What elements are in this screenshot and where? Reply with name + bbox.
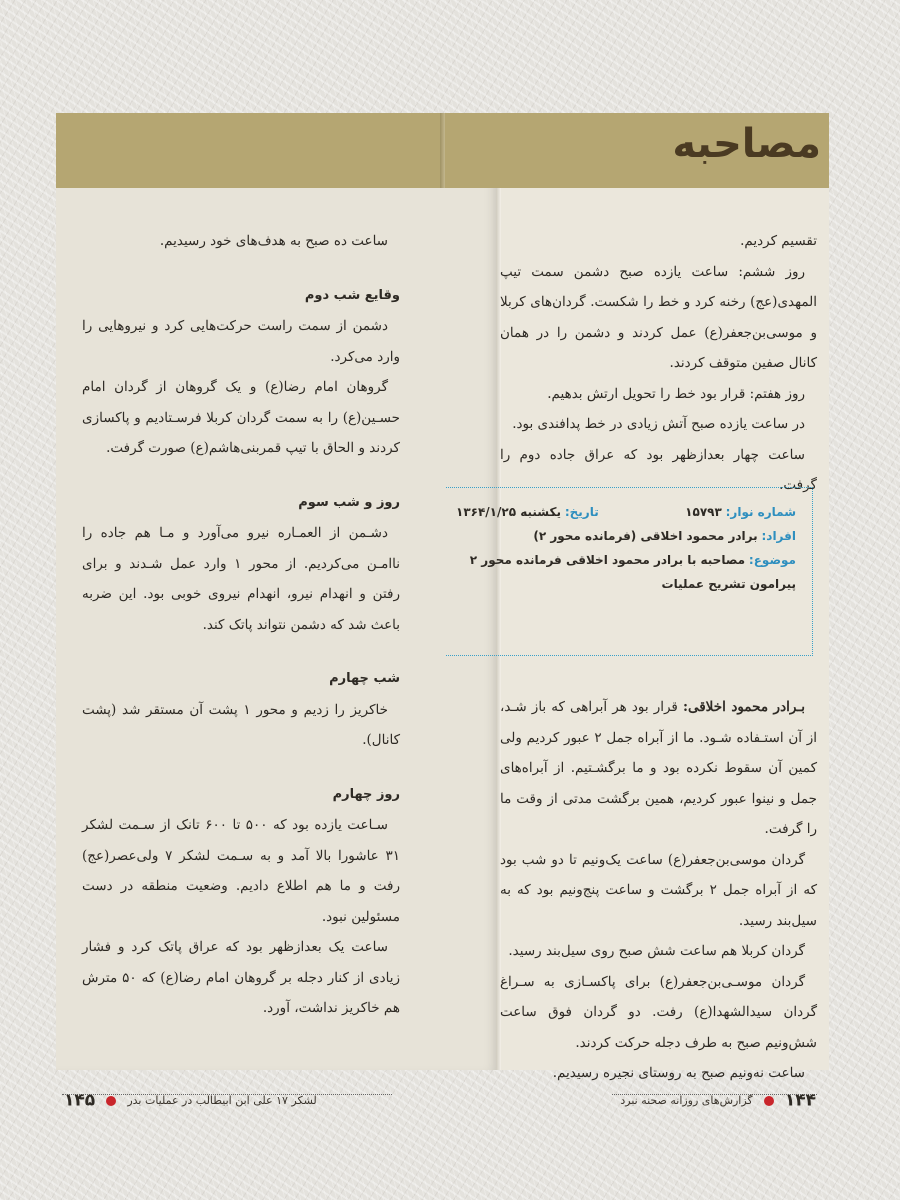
paragraph: گردان موسی‌بن‌جعفر(ع) ساعت یک‌ونیم تا دو شب بود که از آبراه جمل ۲ برگشت و ساعت پنج‌ونیم بود که به سیل‌بند رسید. xyxy=(500,851,817,929)
section-heading: شب چهارم xyxy=(329,671,400,686)
red-dot-icon xyxy=(106,1096,116,1106)
paragraph xyxy=(500,692,817,845)
subject-value: مصاحبه با برادر محمود اخلاقی فرمانده محور ۲ پیرامون تشریح عملیات xyxy=(469,553,796,591)
tape-number-label: شماره نوار: xyxy=(725,505,796,519)
paragraph: گردان موسـی‌بن‌جعفر(ع) برای پاکسـازی به سـراغ گردان سیدالشهدا(ع) رفت. دو گردان فوق ساعت شش‌ونیم صبح به طرف دجله حرکت کردند. xyxy=(500,973,817,1051)
footer-left xyxy=(64,1090,384,1130)
subject-label: موضوع: xyxy=(748,553,796,567)
paragraph: گروهان امام رضا(ع) و یک گروهان از گردان امام حسـین(ع) را به سمت گردان کربلا فرسـتادیم و پاکسازی کردند و الحاق با تیپ قمربنی‌هاشم(ع) صورت گرفت. xyxy=(82,379,400,456)
paragraph: در ساعت یازده صبح آتش زیادی در خط پدافندی بود. xyxy=(512,416,805,432)
speaker-name: بـرادر محمود اخلاقی: xyxy=(682,699,806,715)
footer-text: لشکر ۱۷ علی ابن ابیطالب در عملیات بدر xyxy=(127,1094,317,1107)
paragraph: ساعت نه‌ونیم صبح به روستای نجیره رسیدیم. xyxy=(552,1065,805,1081)
paragraph: سـاعت یازده بود که ۵۰۰ تا ۶۰۰ تانک از سـمت لشکر ۳۱ عاشورا بالا آمد و به سـمت لشکر ۷ ولی‌عصر(عج) رفت و ما هم اطلاع دادیم. وضعیت منطقه در دست مسئولین نبود. xyxy=(82,817,400,925)
paragraph: ساعت یک بعدازظهر بود که عراق پاتک کرد و فشار زیادی از کنار دجله بر گروهان امام رضا(ع) که ۵۰ مترش هم خاکریز نداشت، آورد. xyxy=(82,939,401,1016)
persons-label: افراد: xyxy=(761,529,796,543)
red-dot-icon xyxy=(764,1096,774,1106)
paragraph: گردان کربلا هم ساعت شش صبح روی سیل‌بند رسید. xyxy=(508,943,805,959)
page-title: مصاحبه xyxy=(672,121,821,167)
paragraph: ساعت ده صبح به هدف‌های خود رسیدیم. xyxy=(159,233,388,249)
info-row-persons xyxy=(456,524,796,548)
footer-right xyxy=(556,1090,816,1130)
tape-number-value: ۱۵۷۹۳ xyxy=(685,505,722,519)
title-band xyxy=(56,113,829,188)
title-band-fold xyxy=(440,113,445,188)
right-column-top xyxy=(500,226,817,501)
paragraph: روز ششم: ساعت یازده صبح دشمن سمت تیپ المهدی(عج) رخنه کرد و خط را شکست. گردان‌های کربلا و موسی‌بن‌جعفر(ع) عمل کردند و دشمن را در همان کانال صفین متوقف کردند. xyxy=(500,263,817,371)
paragraph: ساعت چهار بعدازظهر بود که عراق جاده دوم را گرفت. xyxy=(500,446,817,493)
page-number: ۱۴۴ xyxy=(784,1090,816,1111)
date-label: تاریخ: xyxy=(564,505,599,519)
right-column-bottom xyxy=(500,692,817,1089)
paragraph: روز هفتم: قرار بود خط را تحویل ارتش بدهیم. xyxy=(547,385,805,402)
section-heading: روز و شب سوم xyxy=(298,494,400,510)
footer-text: گزارش‌های روزانه صحنه نبرد xyxy=(620,1094,753,1107)
left-column xyxy=(82,226,400,1024)
page-number: ۱۴۵ xyxy=(64,1090,96,1111)
paragraph: دشمن از سمت راست حرکت‌هایی کرد و نیروهایی را وارد می‌کرد. xyxy=(82,318,400,365)
paragraph: خاکریز را زدیم و محور ۱ پشت آن مستقر شد (پشت کانال). xyxy=(82,701,400,748)
interview-info-box xyxy=(446,487,813,656)
info-row-tape-date xyxy=(456,500,796,524)
tape-number xyxy=(685,500,796,524)
date-value: یکشنبه ۱۳۶۴/۱/۲۵ xyxy=(456,505,561,519)
paragraph: دشـمن از العمـاره نیرو می‌آورد و مـا هم جاده را ناامـن می‌کردیم. از محور ۱ وارد عمل شـدند و برای رفتن و انهدام نیرو، انهدام نیروی خوبی بود. این ضربه باعث شد که دشمن نتواند پاتک کند. xyxy=(82,525,400,633)
interview-date xyxy=(456,500,599,524)
section-heading: وقایع شب دوم xyxy=(304,287,400,303)
persons-value: برادر محمود اخلاقی (فرمانده محور ۲) xyxy=(533,529,758,543)
section-heading: روز چهارم xyxy=(332,786,400,802)
speaker-text: قرار بود هر آبراهی که باز شـد، از آن استـفاده شـود. ما از آبراه جمل ۲ عبور کردیم ولی کمین آن سقوط نکرده بود و ما برگشـتیم. از آبراه‌های جمل و نینوا عبور کردیم، همین برگشت مدتی از وقت ما را گرفت. xyxy=(500,699,817,837)
info-row-subject xyxy=(456,548,796,596)
paragraph: تقسیم کردیم. xyxy=(740,233,817,249)
